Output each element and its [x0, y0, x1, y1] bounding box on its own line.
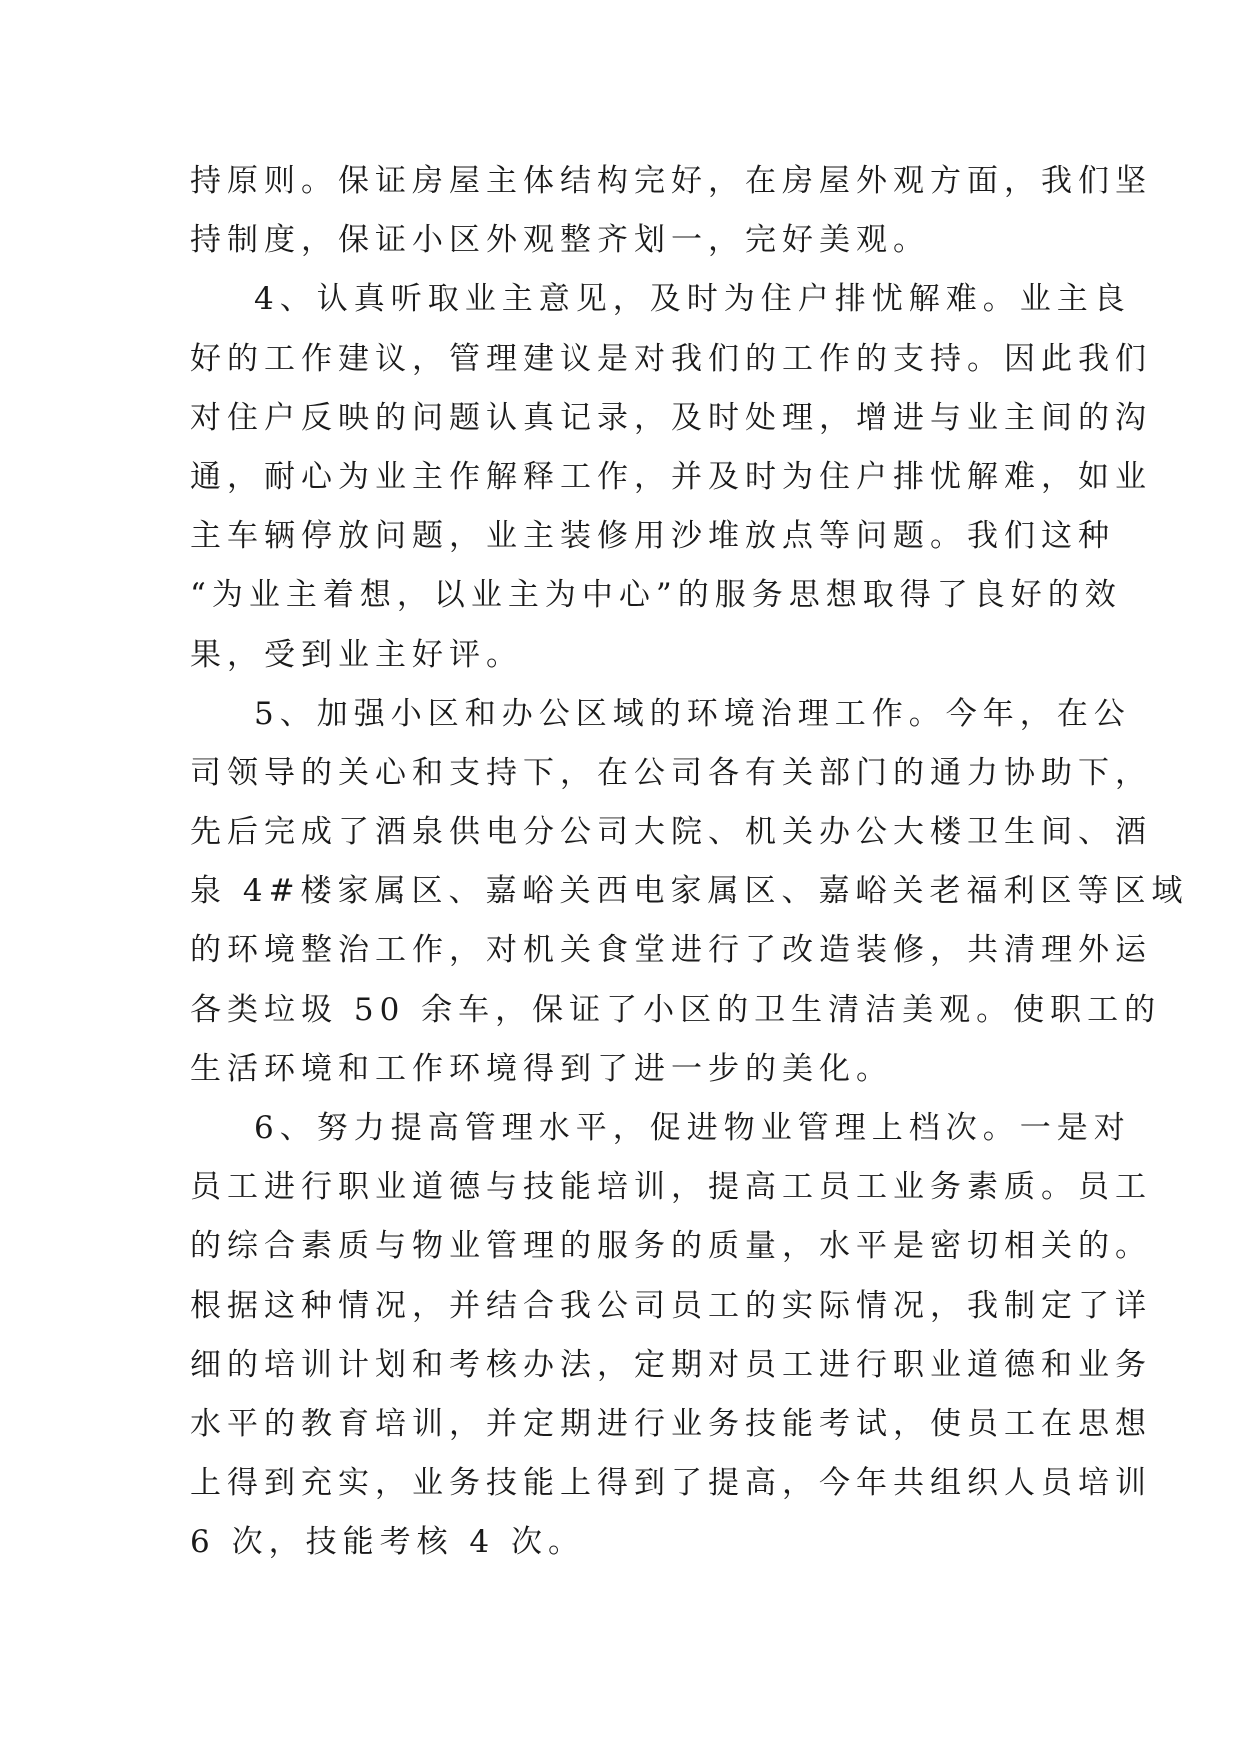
text-line: 5、加强小区和办公区域的环境治理工作。今年，在公 — [254, 695, 1131, 732]
text-line: 持制度，保证小区外观整齐划一，完好美观。 — [190, 222, 930, 259]
text-line: 泉 4#楼家属区、嘉峪关西电家属区、嘉峪关老福利区等区域 — [190, 873, 1189, 910]
text-line: 对住户反映的问题认真记录，及时处理，增进与业主间的沟 — [190, 399, 1152, 436]
text-line: 先后完成了酒泉供电分公司大院、机关办公大楼卫生间、酒 — [190, 814, 1152, 851]
text-line: 上得到充实，业务技能上得到了提高，今年共组织人员培训 — [190, 1465, 1152, 1502]
text-line: 的环境整治工作，对机关食堂进行了改造装修，共清理外运 — [190, 932, 1152, 969]
text-line: 6、努力提高管理水平，促进物业管理上档次。一是对 — [254, 1110, 1131, 1146]
text-line: 通，耐心为业主作解释工作，并及时为住户排忧解难，如业 — [190, 458, 1152, 495]
text-line: “为业主着想，以业主为中心”的服务思想取得了良好的效 — [190, 577, 1122, 614]
text-line: 好的工作建议，管理建议是对我们的工作的支持。因此我们 — [190, 340, 1152, 377]
document-body — [190, 152, 1189, 1573]
text-line: 各类垃圾 50 余车，保证了小区的卫生清洁美观。使职工的 — [190, 991, 1162, 1028]
text-line: 的综合素质与物业管理的服务的质量，水平是密切相关的。 — [190, 1228, 1152, 1265]
text-line: 果，受到业主好评。 — [190, 636, 523, 673]
text-line: 司领导的关心和支持下，在公司各有关部门的通力协助下， — [190, 754, 1152, 791]
text-line: 4、认真听取业主意见，及时为住户排忧解难。业主良 — [254, 281, 1131, 318]
text-line: 持原则。保证房屋主体结构完好，在房屋外观方面，我们坚 — [190, 163, 1152, 199]
text-line: 水平的教育培训，并定期进行业务技能考试，使员工在思想 — [190, 1405, 1152, 1442]
text-line: 6 次，技能考核 4 次。 — [190, 1524, 586, 1561]
text-line: 员工进行职业道德与技能培训，提高工员工业务素质。员工 — [190, 1169, 1152, 1206]
text-line: 根据这种情况，并结合我公司员工的实际情况，我制定了详 — [190, 1287, 1152, 1324]
text-line: 主车辆停放问题，业主装修用沙堆放点等问题。我们这种 — [190, 518, 1115, 555]
text-line: 细的培训计划和考核办法，定期对员工进行职业道德和业务 — [190, 1346, 1152, 1383]
text-line: 生活环境和工作环境得到了进一步的美化。 — [190, 1050, 893, 1087]
